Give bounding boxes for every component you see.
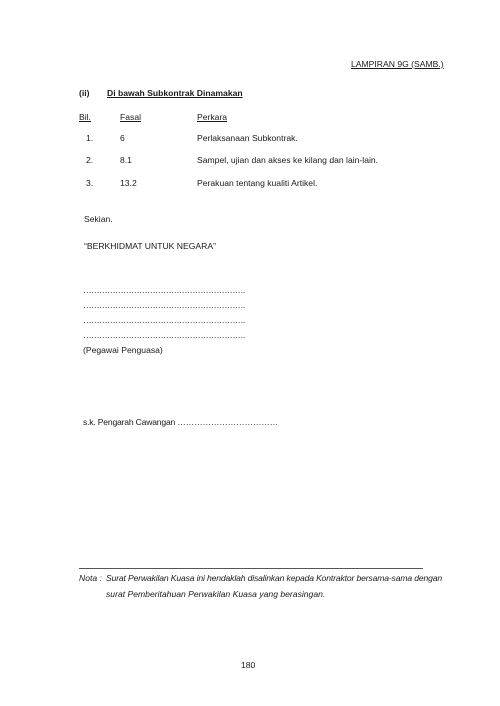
cc-line: s.k. Pengarah Cawangan ……………………………… (83, 417, 279, 427)
note-line-2: surat Pemberitahuan Perwakilan Kuasa yang berasingan. (106, 589, 326, 599)
signature-line: ……………………………………………………. (83, 330, 245, 340)
appendix-label: LAMPIRAN 9G (SAMB.) (351, 59, 444, 69)
section-number: (ii) (79, 88, 90, 98)
header-fasal: Fasal (120, 112, 142, 122)
section-title: Di bawah Subkontrak Dinamakan (107, 88, 243, 98)
row-perkara: Perlaksanaan Subkontrak. (197, 133, 298, 143)
signature-line: ……………………………………………………. (83, 300, 245, 310)
signature-line: ……………………………………………………. (83, 315, 245, 325)
header-bil: Bil. (79, 112, 91, 122)
row-fasal: 8.1 (120, 155, 132, 165)
row-bil: 2. (86, 155, 94, 165)
closing-sekian: Sekian. (84, 214, 113, 224)
note-label: Nota : (79, 573, 102, 583)
row-bil: 1. (86, 133, 94, 143)
footnote-divider (79, 568, 423, 569)
signature-line: ……………………………………………………. (83, 285, 245, 295)
row-perkara: Perakuan tentang kualiti Artikel. (197, 178, 318, 188)
note-line-1: Surat Perwakilan Kuasa ini hendaklah disalinkan kepada Kontraktor bersama-sama dengan (106, 573, 442, 583)
header-perkara: Perkara (197, 112, 228, 122)
page-number: 180 (241, 660, 256, 670)
row-fasal: 6 (120, 133, 125, 143)
row-perkara: Sampel, ujian dan akses ke kilang dan lain-lain. (197, 155, 379, 165)
signatory-role: (Pegawai Penguasa) (83, 345, 163, 355)
closing-motto: “BERKHIDMAT UNTUK NEGARA” (84, 241, 216, 251)
row-fasal: 13.2 (120, 178, 137, 188)
row-bil: 3. (86, 178, 94, 188)
